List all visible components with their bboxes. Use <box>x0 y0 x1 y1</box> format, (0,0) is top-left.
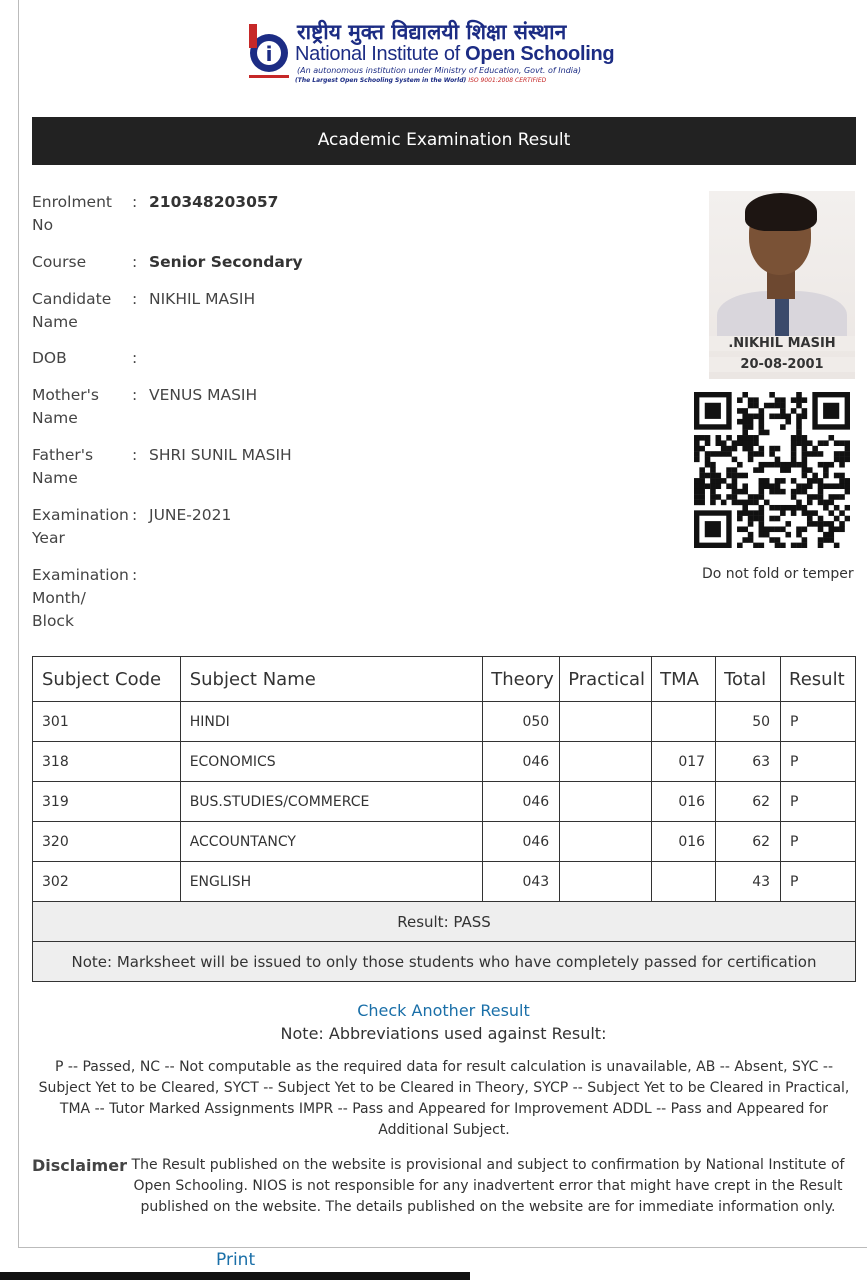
nios-logo-icon <box>247 20 291 82</box>
detail-label: Father's Name <box>32 446 94 487</box>
institute-name: National Institute of Open Schooling <box>295 43 615 65</box>
detail-label: Enrolment No <box>32 193 112 234</box>
detail-label: Course <box>32 253 87 271</box>
institute-hindi-name: राष्ट्रीय मुक्त विद्यालयी शिक्षा संस्थान <box>297 19 567 44</box>
abbreviations-text: P -- Passed, NC -- Not computable as the required data for result calculation is unavailable, AB -- Absent, SYC -- Subject Yet to be Cleared, SYCT -- Subject Yet to be Cleared in Theory, SYCP -- Subject Yet to be Cleared in Practical, TMA -- Tutor Marked Assignments IMPR -- Pass and Appeared for Improvement ADDL -- Pass and Appeared for Additional Subject. <box>38 1059 850 1138</box>
result-card: i राष्ट्रीय मुक्त विद्यालयी शिक्षा संस्थान National Institute of Open Schooling (An autonomous institution under Ministry of Education, Govt. of India) (The Largest Open Schooling System in the World) ISO 9001:2008 CERTIFIED Academic Examination Result Enrolment No : 210348203057 Course : Senior Secondary Candidate Name : NIKHIL MASIH DOB : Mother's Name : VENUS MASIH Father's Name : SHRI SUNIL MASIH Examination Year : JUNE-2021 Examination Month/ Block : .NIKHIL MASIH 20-08-2001 Do not fold or temper Subject Code Subject Name Theory Practical TMA Total Result 301 HINDI 050 50 P 318 ECONOMICS 046 017 63 P 319 BUS.STUDIES/COMMERCE 046 016 62 P 320 ACCOUNTANCY 046 016 62 P 302 ENGLISH 043 43 P Result: PASS Note: Marksheet will be issued to only those students who have completely passed for certification Check Another Result Note: Abbreviations used against Result: P -- Passed, NC -- Not computable as the required data for result calculation is unavailable, AB -- Absent, SYC -- Subject Yet to be Cleared, SYCT -- Subject Yet to be Cleared in Theory, SYCP -- Subject Yet to be Cleared in Practical, TMA -- Tutor Marked Assignments IMPR -- Pass and Appeared for Improvement ADDL -- Pass and Appeared for Additional Subject. Disclaimer The Result published on the website is provisional and subject to confirmation by National Institute of Open Schooling. NIOS is not responsible for any inadvertent error that might have crept in the Result published on the website. The details published on the website are for immediate information only. <box>18 0 867 1248</box>
no-fold-note: Do not fold or temper <box>702 566 854 582</box>
svg-text:i: i <box>265 42 273 66</box>
detail-label: Mother's Name <box>32 386 100 427</box>
bottom-bar <box>0 1272 470 1280</box>
table-header-row <box>33 657 856 702</box>
column-header: Subject Name <box>180 657 483 702</box>
print-link[interactable]: Print <box>216 1250 256 1270</box>
qr-code-icon <box>694 392 850 548</box>
result-table <box>32 656 856 982</box>
detail-value: NIKHIL MASIH <box>149 290 256 308</box>
detail-label: Examination Month/ Block <box>32 566 129 630</box>
column-header: Result <box>781 657 856 702</box>
detail-value: JUNE-2021 <box>149 506 232 524</box>
table-row: 319 BUS.STUDIES/COMMERCE 046 016 62 P <box>33 782 856 822</box>
marksheet-note-row <box>33 942 856 982</box>
photo-dob: 20-08-2001 <box>709 357 855 372</box>
table-row: 302 ENGLISH 043 43 P <box>33 862 856 902</box>
page-title: Academic Examination Result <box>32 117 856 165</box>
detail-label: DOB <box>32 349 67 367</box>
photo-name: .NIKHIL MASIH <box>709 336 855 351</box>
column-header: TMA <box>652 657 716 702</box>
detail-value: 210348203057 <box>149 193 279 211</box>
disclaimer-text: The Result published on the website is provisional and subject to confirmation by National Institute of Open Schooling. NIOS is not responsible for any inadvertent error that might have crept in the Result published on the website. The details published on the website are for immediate information only. <box>131 1157 845 1215</box>
institute-subtitle: (An autonomous institution under Ministry of Education, Govt. of India) <box>297 66 582 75</box>
overall-result: Result: PASS <box>33 902 856 942</box>
check-another-result-link[interactable]: Check Another Result <box>357 1001 530 1020</box>
table-row: 320 ACCOUNTANCY 046 016 62 P <box>33 822 856 862</box>
institute-tagline: (The Largest Open Schooling System in the World) ISO 9001:2008 CERTIFIED <box>295 77 547 84</box>
column-header: Subject Code <box>33 657 181 702</box>
detail-value: SHRI SUNIL MASIH <box>149 446 292 464</box>
detail-label: Candidate Name <box>32 290 112 331</box>
column-header: Theory <box>483 657 560 702</box>
detail-label: Examination Year <box>32 506 129 547</box>
result-summary-row <box>33 902 856 942</box>
candidate-photo <box>709 191 855 379</box>
marksheet-note: Note: Marksheet will be issued to only those students who have completely passed for certification <box>33 942 856 982</box>
column-header: Practical <box>560 657 652 702</box>
table-row: 318 ECONOMICS 046 017 63 P <box>33 742 856 782</box>
detail-value: VENUS MASIH <box>149 386 258 404</box>
column-header: Total <box>716 657 781 702</box>
detail-value: Senior Secondary <box>149 253 303 271</box>
disclaimer-label: Disclaimer <box>32 1156 127 1175</box>
abbreviations-title: Note: Abbreviations used against Result: <box>280 1024 607 1043</box>
table-row: 301 HINDI 050 50 P <box>33 702 856 742</box>
